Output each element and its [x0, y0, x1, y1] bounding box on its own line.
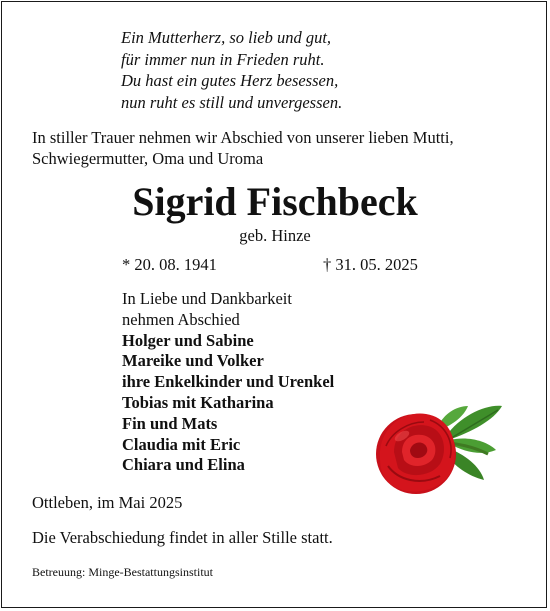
poem: [121, 27, 342, 113]
mourner-name: Claudia mit Eric: [122, 434, 241, 454]
farewell-note: Die Verabschiedung findet in aller Stille statt.: [32, 528, 333, 547]
maiden-name: geb. Hinze: [239, 226, 311, 245]
deceased-name: Sigrid Fischbeck: [132, 179, 418, 224]
mourners-intro-line: In Liebe und Dankbarkeit: [122, 289, 292, 308]
mourner-name: Tobias mit Katharina: [122, 392, 274, 412]
intro-text: In stiller Trauer nehmen wir Abschied von unserer lieben Mutti, Schwiegermutter, Oma und Uroma: [32, 128, 454, 168]
birth-date: * 20. 08. 1941: [122, 255, 217, 274]
place-date: Ottleben, im Mai 2025: [32, 493, 183, 512]
mourner-name: Fin und Mats: [122, 413, 218, 433]
mourners-intro-line: nehmen Abschied: [122, 309, 240, 329]
mourner-name: Mareike und Volker: [122, 351, 264, 371]
mourner-name: Holger und Sabine: [122, 330, 254, 350]
mourners-list: [122, 289, 334, 476]
poem-line: für immer nun in Frieden ruht.: [121, 49, 325, 69]
death-date: † 31. 05. 2025: [323, 255, 418, 274]
rose-icon: [368, 396, 508, 504]
poem-line: Du hast ein gutes Herz besessen,: [121, 71, 339, 90]
mourner-name: Chiara und Elina: [122, 455, 245, 475]
undertaker-note: Betreuung: Minge-Bestattungsinstitut: [32, 565, 213, 579]
mourner-name: ihre Enkelkinder und Urenkel: [122, 372, 335, 392]
poem-line: Ein Mutterherz, so lieb und gut,: [121, 28, 332, 47]
poem-line: nun ruht es still und unvergessen.: [121, 92, 343, 112]
